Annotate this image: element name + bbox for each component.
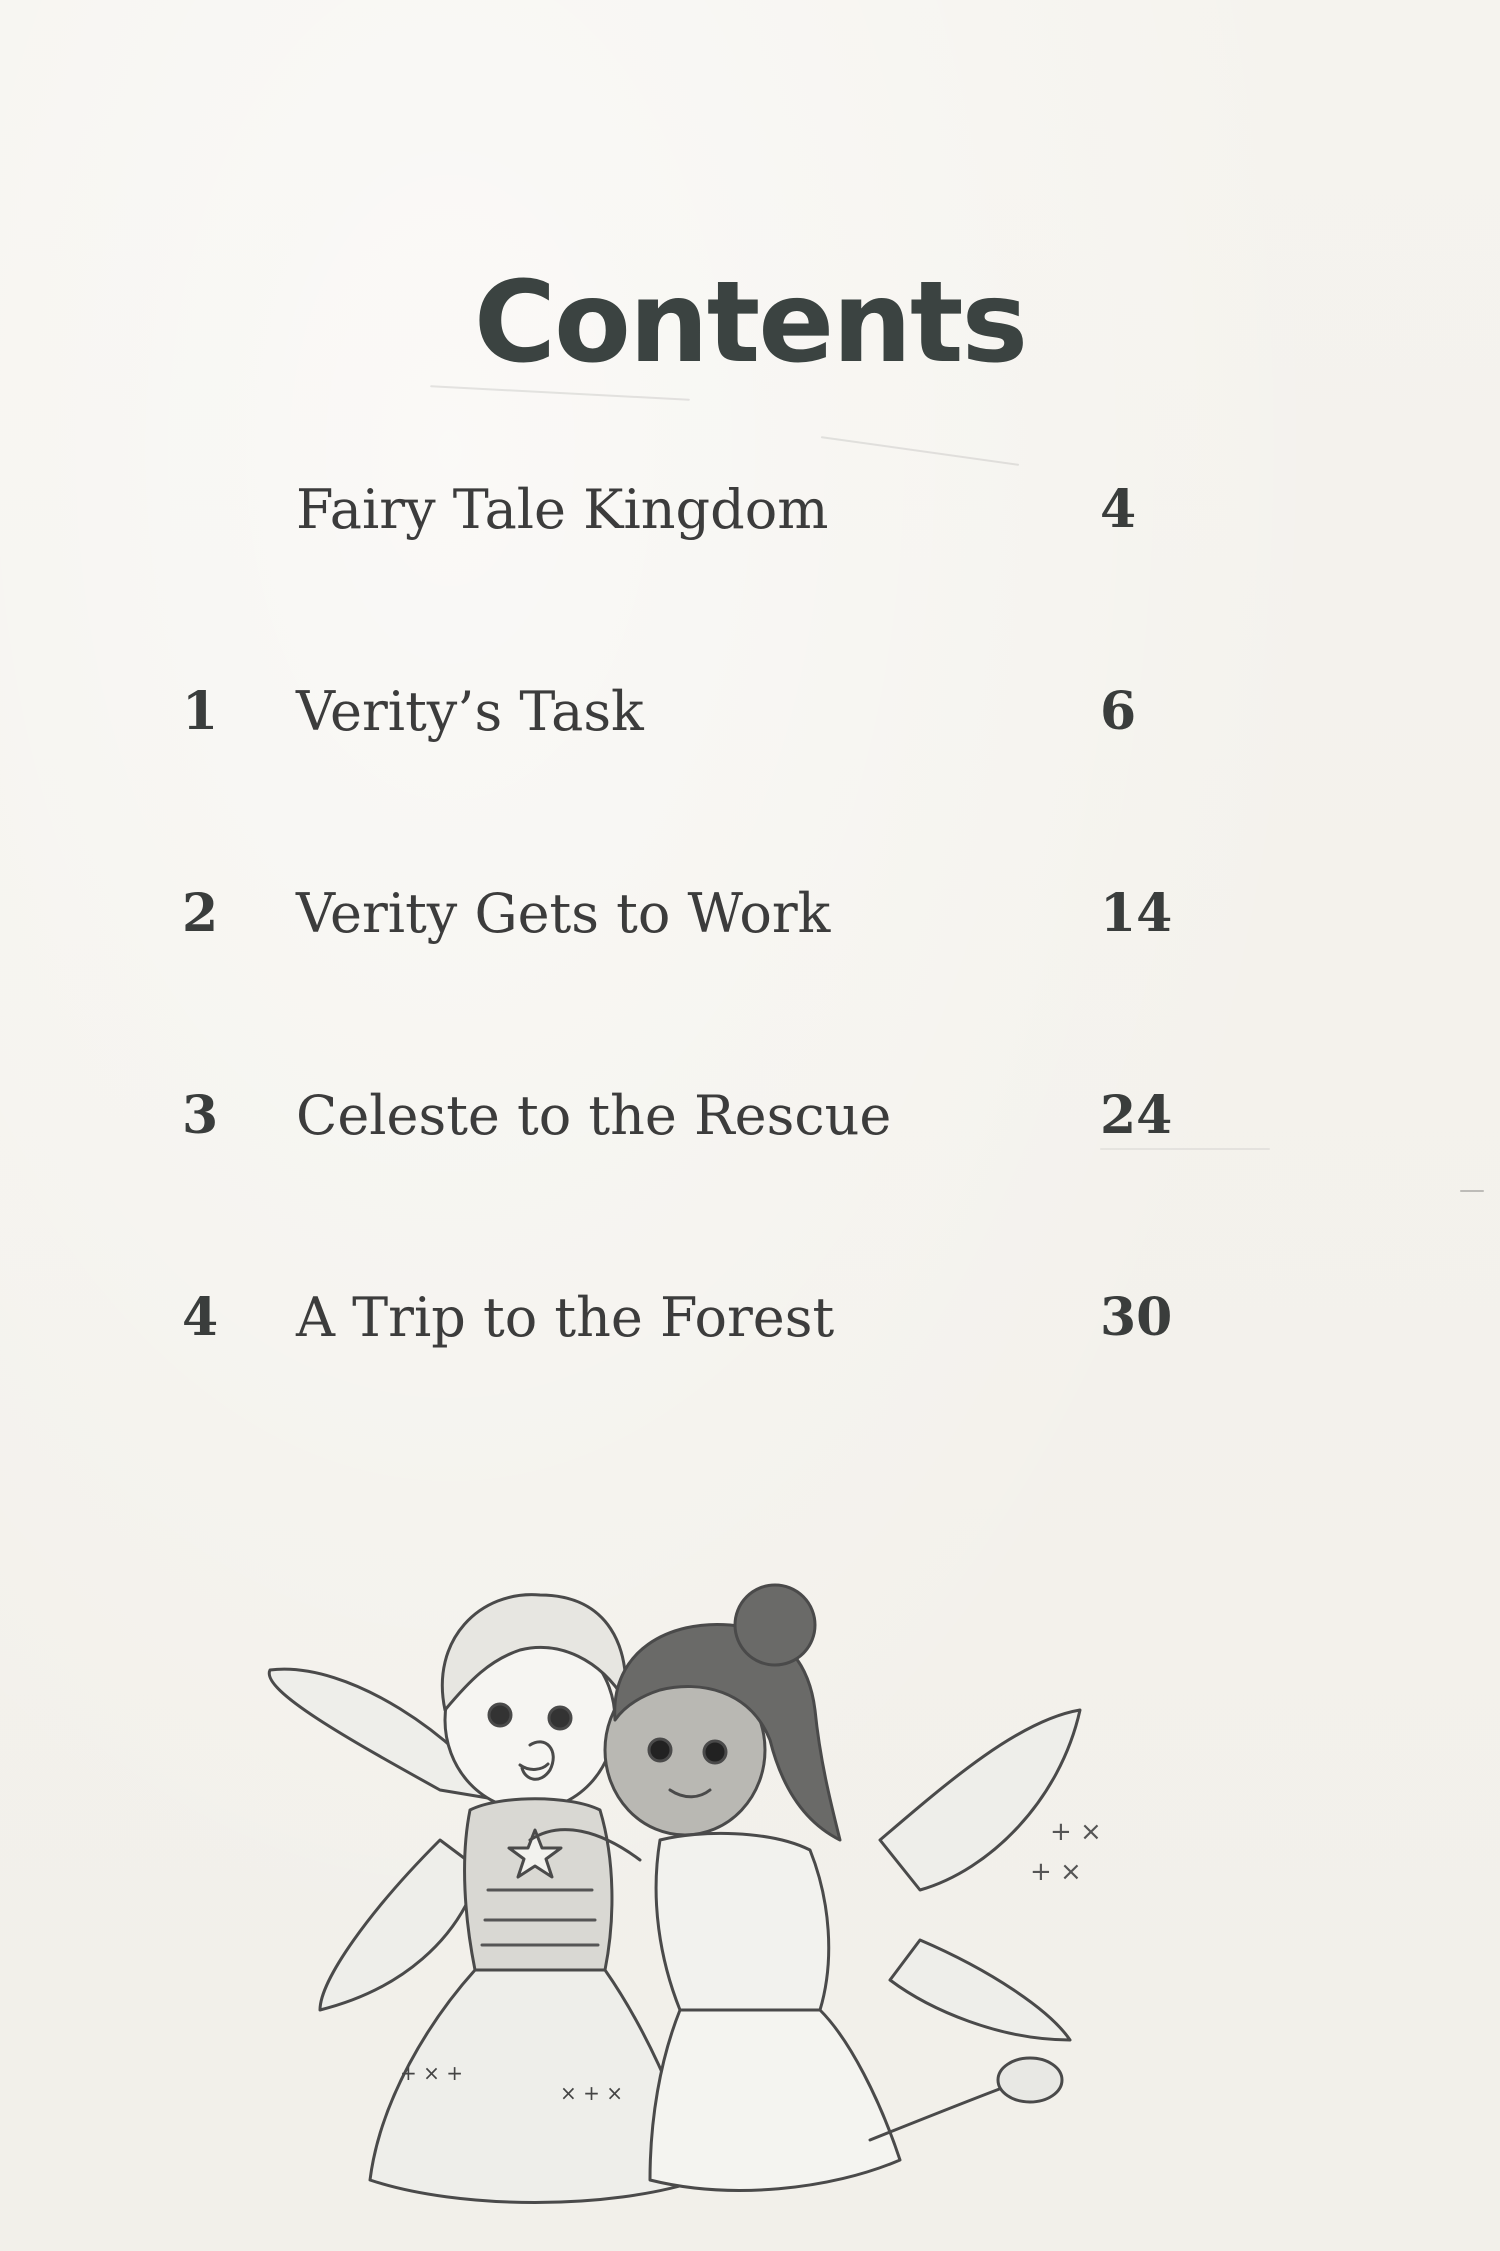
right-wing-lower — [890, 1940, 1070, 2040]
chapter-number: 2 — [182, 883, 219, 944]
two-fairies-illustration — [230, 1540, 1310, 2251]
toc-entry — [0, 672, 1500, 752]
toc-entry — [0, 874, 1500, 954]
right-fairy-leg — [870, 2085, 1010, 2140]
chapter-title: Verity’s Task — [296, 680, 644, 743]
right-fairy-top — [656, 1833, 829, 2010]
svg-text:× + ×: × + × — [560, 2081, 623, 2105]
page-number: 6 — [1100, 681, 1137, 742]
svg-text:+ ×: + × — [1050, 1817, 1102, 1847]
page-number: 4 — [1100, 479, 1137, 540]
toc-entry — [0, 1076, 1500, 1156]
chapter-title: Fairy Tale Kingdom — [296, 478, 829, 541]
left-wing-lower — [320, 1840, 480, 2010]
chapter-title: Celeste to the Rescue — [296, 1084, 892, 1147]
chapter-number: 1 — [182, 681, 219, 742]
page-number: 24 — [1100, 1085, 1173, 1146]
page-number: 14 — [1100, 883, 1173, 944]
page-number: 30 — [1100, 1287, 1173, 1348]
toc-entry — [0, 1278, 1500, 1358]
hair-bun — [735, 1585, 815, 1665]
svg-text:+ × +: + × + — [400, 2061, 463, 2085]
chapter-title: A Trip to the Forest — [296, 1286, 835, 1349]
chapter-number: 3 — [182, 1085, 219, 1146]
svg-text:+ ×: + × — [1030, 1857, 1082, 1887]
shoe-icon — [998, 2058, 1062, 2102]
toc-entry — [0, 470, 1500, 550]
chapter-number: 4 — [182, 1287, 219, 1348]
right-fairy-skirt — [650, 2010, 900, 2190]
chapter-title: Verity Gets to Work — [296, 882, 831, 945]
page-title: Contents — [473, 258, 1027, 388]
